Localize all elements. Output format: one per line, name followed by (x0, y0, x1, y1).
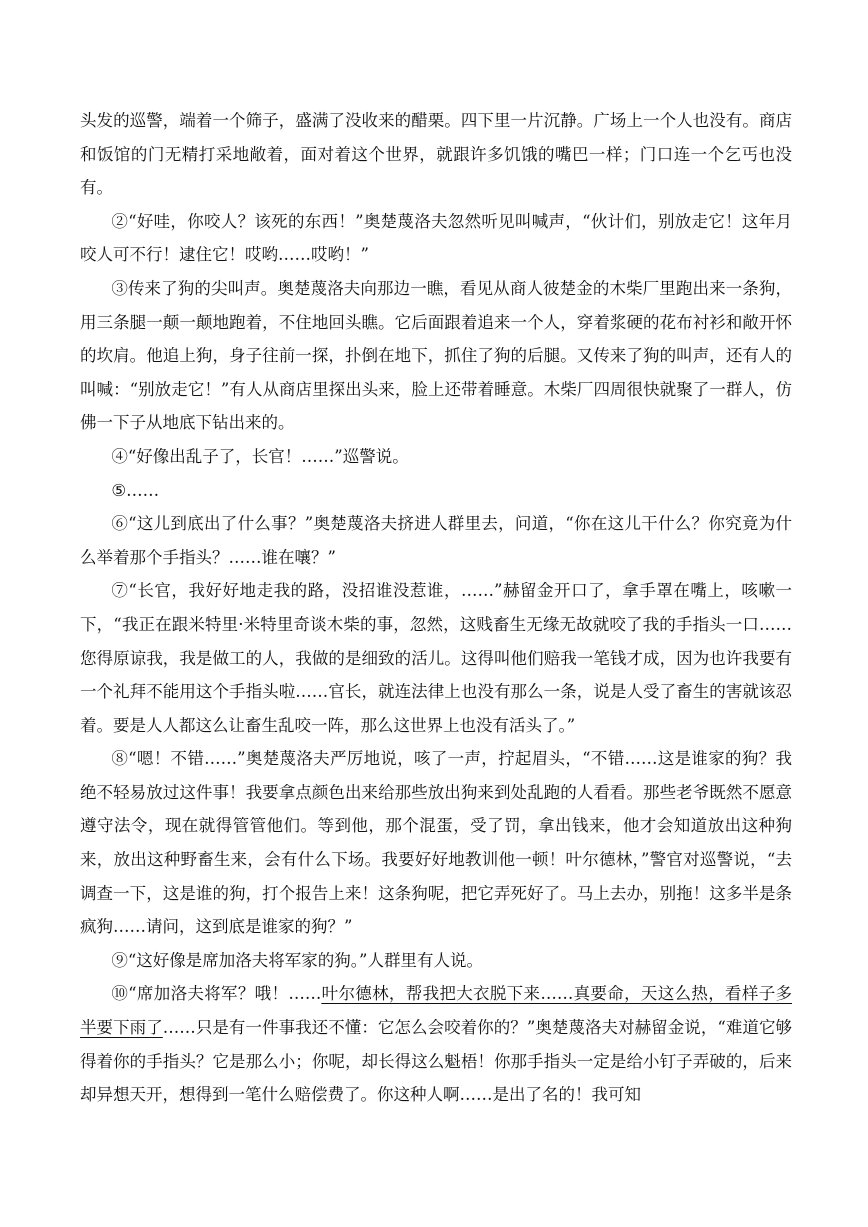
paragraph-9 (80, 944, 792, 978)
paragraph-5 (80, 474, 792, 508)
paragraph-10 (80, 977, 792, 1111)
paragraph-text: ⑨“这好像是席加洛夫将军家的狗。”人群里有人说。 (111, 950, 483, 970)
paragraph-text: ②“好哇，你咬人？该死的东西！”奥楚蔑洛夫忽然听见叫喊声，“伙计们，别放走它！这年月咬人可不行！逮住它！哎哟……哎哟！” (80, 211, 792, 265)
paragraph-text: ⑥“这儿到底出了什么事？”奥楚蔑洛夫挤进人群里去，问道，“你在这儿干什么？你究竟为什么举着那个手指头？……谁在嚷？” (80, 514, 792, 567)
paragraph-text: 头发的巡警，端着一个筛子，盛满了没收来的醋栗。四下里一片沉静。广场上一个人也没有。商店和饭馆的门无精打采地敞着，面对着这个世界，就跟许多饥饿的嘴巴一样；门口连一个乞丐也没有。 (80, 111, 792, 198)
paragraph-4 (80, 440, 792, 474)
paragraph-text: ⑩“席加洛夫将军？哦！…… (111, 984, 322, 1004)
paragraph-3 (80, 272, 792, 440)
paragraph-text: ④“好像出乱子了，长官！……”巡警说。 (111, 446, 409, 466)
paragraph-6 (80, 507, 792, 574)
paragraph-text: ⑦“长官，我好好地走我的路，没招谁没惹谁，……”赫留金开口了，拿手罩在嘴上，咳嗽一下，“我正在跟米特里·米特里奇谈木柴的事，忽然，这贱畜生无缘无故就咬了我的手指头一口……您得原谅我，我是做工的人，我做的是细致的活儿。这得叫他们赔我一笔钱才成，因为也许我要有一个礼拜不能用这个手指头啦……官长，就连法律上也没有那么一条，说是人受了畜生的害就该忍着。要是人人都这么让畜生乱咬一阵，那么这世界上也没有活头了。” (80, 581, 792, 735)
paragraph-7 (80, 574, 792, 742)
paragraph-continued (80, 104, 792, 205)
story-text (80, 104, 792, 1112)
paragraph-text: ③传来了狗的尖叫声。奥楚蔑洛夫向那边一瞧，看见从商人彼楚金的木柴厂里跑出来一条狗，用三条腿一颠一颠地跑着，不住地回头瞧。它后面跟着追来一个人，穿着浆硬的花布衬衫和敞开怀的坎肩。他追上狗，身子往前一探，扑倒在地下，抓住了狗的后腿。又传来了狗的叫声，还有人的叫喊：“别放走它！”有人从商店里探出头来，脸上还带着睡意。木柴厂四周很快就聚了一群人，仿佛一下子从地底下钻出来的。 (80, 278, 792, 433)
paragraph-2 (80, 205, 792, 272)
paragraph-text: ⑧“嗯！不错……”奥楚蔑洛夫严厉地说，咳了一声，拧起眉头，“不错……这是谁家的狗？我绝不轻易放过这件事！我要拿点颜色出来给那些放出狗来到处乱跑的人看看。那些老爷既然不愿意遵守法令，现在就得管管他们。等到他，那个混蛋，受了罚，拿出钱来，他才会知道放出这种狗来，放出这种野畜生来，会有什么下场。我要好好地教训他一顿！叶尔德林，”警官对巡警说，“去调查一下，这是谁的狗，打个报告上来！这条狗呢，把它弄死好了。马上去办，别拖！这多半是条疯狗……请问，这到底是谁家的狗？” (80, 749, 792, 937)
underlined-sentence: 叶尔德林，帮我把大衣脱下来……真要命，天这么热，看样子多半要下雨了 (80, 984, 793, 1038)
paragraph-8 (80, 742, 792, 944)
paragraph-text: ⑤…… (111, 480, 160, 500)
paragraph-text: ……只是有一件事我还不懂：它怎么会咬着你的？”奥楚蔑洛夫对赫留金说，“难道它够得着你的手指头？它是那么小；你呢，却长得这么魁梧！你那手指头一定是给小钉子弄破的，后来却异想天开，想得到一笔什么赔偿费了。你这种人啊……是出了名的！我可知 (80, 1018, 793, 1105)
